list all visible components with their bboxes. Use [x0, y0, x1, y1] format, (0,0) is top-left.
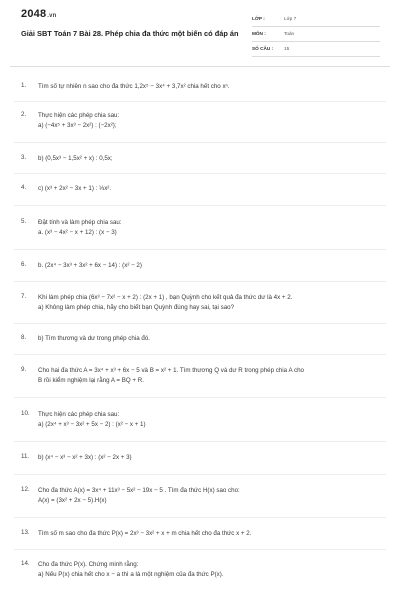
question-number: 2. — [21, 111, 27, 118]
question-line: b) (x⁴ − x³ − x² + 3x) : (x² − 2x + 3) — [38, 454, 132, 461]
meta-subject-label: MÔN : — [252, 31, 266, 36]
question-line: Khi làm phép chia (6x³ − 7x² − x + 2) : (2x + 1) , bạn Quỳnh cho kết quả đa thức dư là 4x + 2. — [38, 294, 293, 301]
meta-subject-row — [252, 29, 380, 42]
meta-count-row — [252, 44, 380, 57]
question-line: A(x) = (3x² + 2x − 5).H(x) — [38, 497, 107, 504]
logo-sub: .vn — [47, 13, 57, 19]
question-text — [38, 453, 383, 463]
question-separator — [14, 397, 386, 398]
question-line: Thực hiện các phép chia sau: — [38, 411, 120, 418]
question-line: b) Tìm thương và dư trong phép chia đó. — [38, 335, 150, 342]
question-line: a. (x³ − 4x² − x + 12) : (x − 3) — [38, 229, 117, 236]
question-number: 6. — [21, 261, 27, 268]
question-line: a) (2x⁴ + x³ − 3x² + 5x − 2) : (x² − x + 1) — [38, 421, 146, 428]
question-number: 7. — [21, 293, 27, 300]
question-line: a) Không làm phép chia, hãy cho biết bạn Quỳnh đúng hay sai, tại sao? — [38, 304, 235, 311]
question-number: 13. — [21, 529, 30, 536]
question-number: 12. — [21, 486, 30, 493]
question-line: B rồi kiểm nghiệm lại rằng A = BQ + R. — [38, 377, 144, 384]
question-number: 8. — [21, 334, 27, 341]
question-text — [38, 261, 383, 271]
question-separator — [14, 101, 386, 102]
question-line: a) Nếu P(x) chia hết cho x − a thì a là một nghiệm của đa thức P(x). — [38, 571, 224, 578]
question-text — [38, 529, 383, 539]
question-number: 4. — [21, 184, 27, 191]
logo-text: 2048 — [21, 8, 47, 20]
question-text — [38, 82, 383, 92]
question-line: Tìm số tự nhiên n sao cho đa thức 1,2x⁵ − 3x⁴ + 3,7x² chia hết cho xⁿ. — [38, 83, 230, 90]
question-text — [38, 293, 383, 313]
question-separator — [14, 549, 386, 550]
question-line: Tìm số m sao cho đa thức P(x) = 2x³ − 3x² + x + m chia hết cho đa thức x + 2. — [38, 530, 252, 537]
question-number: 9. — [21, 366, 27, 373]
question-number: 11. — [21, 453, 30, 460]
meta-count-label: SỐ CÂU : — [252, 46, 274, 51]
question-number: 14. — [21, 560, 30, 567]
question-text — [38, 111, 383, 131]
document-title: Giải SBT Toán 7 Bài 28. Phép chia đa thức một biến có đáp án — [21, 29, 239, 38]
question-text — [38, 410, 383, 430]
meta-class-label: LỚP : — [252, 16, 265, 21]
header-divider — [10, 66, 390, 67]
question-number: 10. — [21, 410, 30, 417]
question-separator — [14, 441, 386, 442]
question-separator — [14, 249, 386, 250]
question-line: Thực hiện các phép chia sau: — [38, 112, 120, 119]
question-line: Cho đa thức A(x) = 3x⁴ + 11x³ − 5x² − 19x − 5 . Tìm đa thức H(x) sao cho: — [38, 487, 240, 494]
question-separator — [14, 323, 386, 324]
meta-class-row — [252, 14, 380, 27]
question-line: a) (−4x⁵ + 3x³ − 2x²) : (−2x²); — [38, 122, 117, 129]
meta-subject-value: Toán — [284, 31, 295, 36]
question-line: c) (x³ + 2x² − 3x + 1) : ⅓x². — [38, 185, 112, 192]
question-text — [38, 560, 383, 580]
question-text — [38, 366, 383, 386]
site-logo[interactable] — [21, 8, 57, 20]
question-number: 1. — [21, 82, 27, 89]
question-separator — [14, 205, 386, 206]
question-line: Đặt tính và làm phép chia sau: — [38, 219, 122, 226]
question-line: Cho hai đa thức A = 3x⁴ + x³ + 6x − 5 và B = x² + 1. Tìm thương Q và dư R trong phép chia A cho — [38, 367, 304, 374]
question-text — [38, 218, 383, 238]
question-separator — [14, 517, 386, 518]
question-number: 3. — [21, 154, 27, 161]
question-separator — [14, 474, 386, 475]
question-text — [38, 184, 383, 194]
question-number: 5. — [21, 218, 27, 225]
header — [0, 0, 400, 62]
question-text — [38, 334, 383, 344]
question-separator — [14, 354, 386, 355]
question-separator — [14, 142, 386, 143]
meta-class-value: Lớp 7 — [284, 16, 297, 21]
question-line: b) (0,5x³ − 1,5x² + x) : 0,5x; — [38, 155, 113, 162]
question-text — [38, 486, 383, 506]
question-separator — [14, 281, 386, 282]
meta-count-value: 15 — [284, 46, 290, 51]
question-line: b. (2x⁴ − 3x³ + 3x² + 6x − 14) : (x² − 2) — [38, 262, 142, 269]
question-text — [38, 154, 383, 164]
question-line: Cho đa thức P(x). Chứng minh rằng: — [38, 561, 139, 568]
question-separator — [14, 173, 386, 174]
